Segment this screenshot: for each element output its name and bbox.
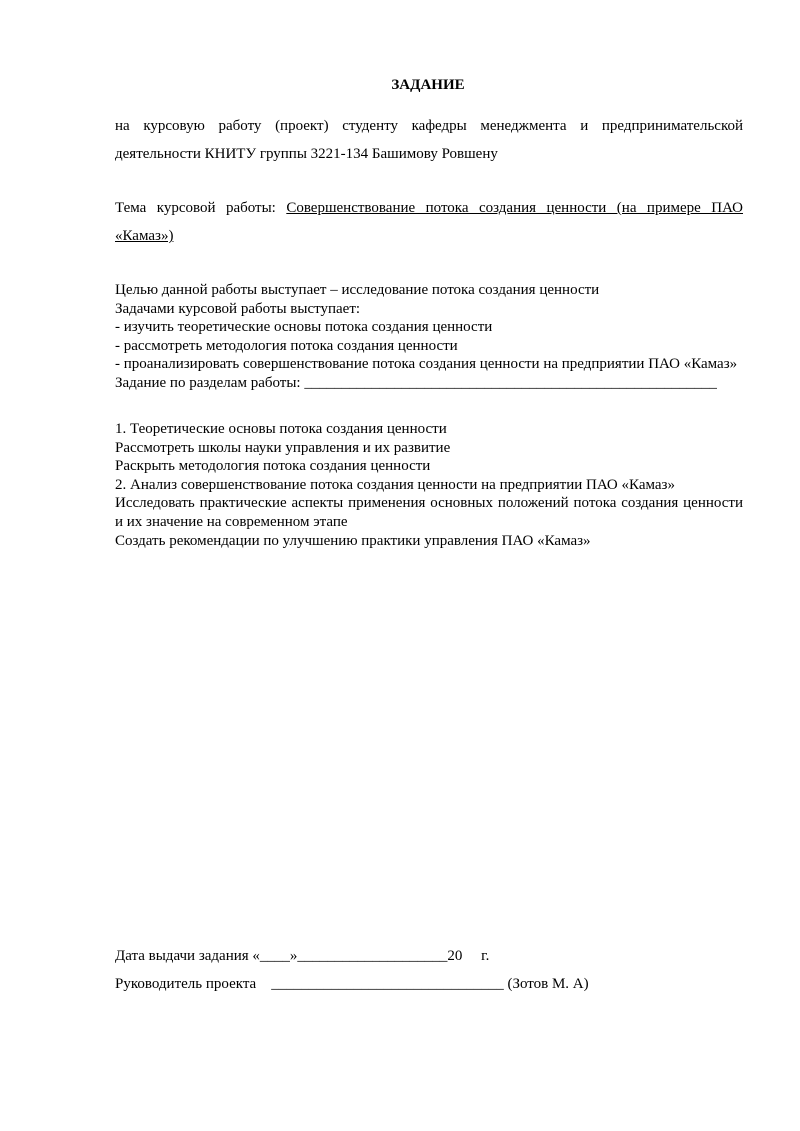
assignment-intro: на курсовую работу (проект) студенту кафедры менеджмента и предпринимательской деятельности КНИТУ группы 3221-134 Башимову Ровшену <box>115 118 743 162</box>
coursework-topic <box>115 194 743 250</box>
project-supervisor-line: Руководитель проекта _______________________________ (Зотов М. А) <box>115 976 589 992</box>
section-item: Создать рекомендации по улучшению практики управления ПАО «Камаз» <box>115 532 591 549</box>
topic-label: Тема курсовой работы: <box>115 200 287 216</box>
section-item: Исследовать практические аспекты применения основных положений потока создания ценности и их значение на современном этапе <box>115 495 743 530</box>
section-item: 2. Анализ совершенствование потока создания ценности на предприятии ПАО «Камаз» <box>115 476 675 493</box>
task-item: - проанализировать совершенствование потока создания ценности на предприятии ПАО «Камаз» <box>115 356 738 373</box>
goals-block <box>115 281 743 393</box>
sections-heading: Задание по разделам работы: _______________________________________________________ <box>115 374 717 391</box>
topic-value: Совершенствование потока создания ценности (на примере ПАО «Камаз») <box>115 200 743 244</box>
section-item: 1. Теоретические основы потока создания ценности <box>115 421 447 437</box>
task-item: - рассмотреть методология потока создания ценности <box>115 337 458 354</box>
section-item: Рассмотреть школы науки управления и их развитие <box>115 439 451 456</box>
document-title: ЗАДАНИЕ <box>391 77 465 93</box>
purpose-statement: Целью данной работы выступает – исследование потока создания ценности <box>115 282 600 298</box>
sections-block <box>115 420 743 550</box>
section-item: Раскрыть методология потока создания ценности <box>115 458 431 475</box>
issue-date-line: Дата выдачи задания «____»____________________20 г. <box>115 948 490 964</box>
tasks-heading: Задачами курсовой работы выступает: <box>115 300 361 317</box>
task-item: - изучить теоретические основы потока создания ценности <box>115 319 493 336</box>
